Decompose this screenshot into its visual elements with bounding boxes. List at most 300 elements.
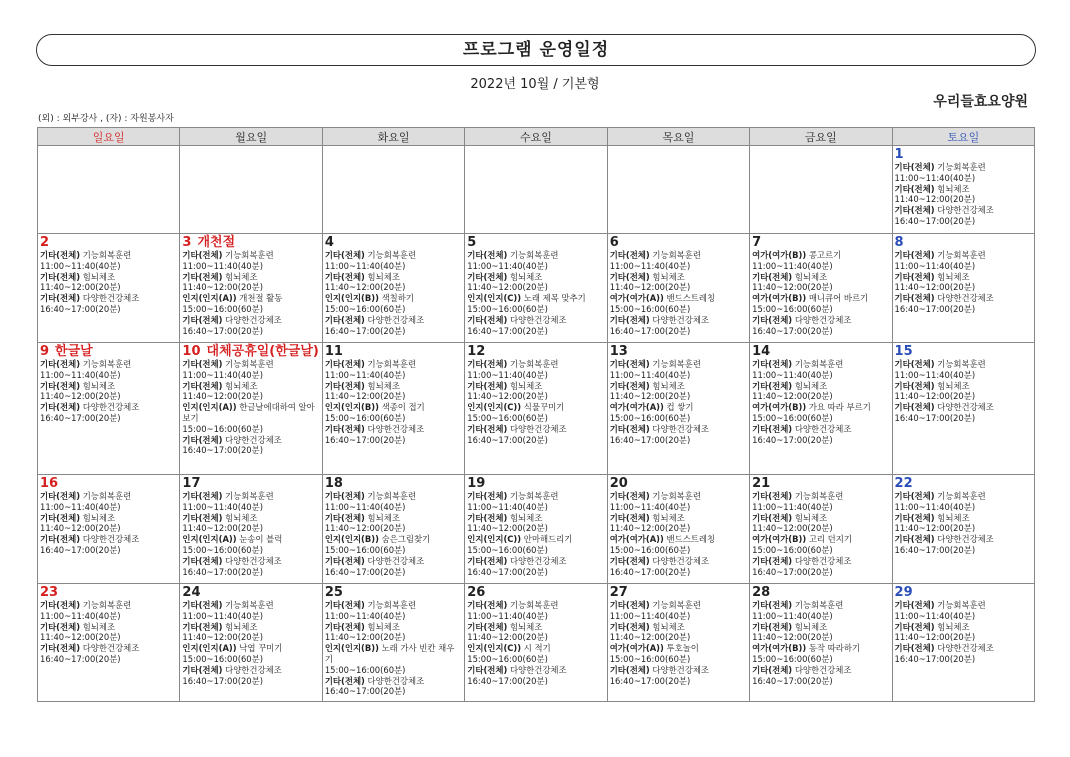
- program-time: 11:00~11:40(40분): [894, 172, 976, 183]
- day-number: [325, 476, 462, 491]
- program-category: 기타(전체): [609, 359, 650, 369]
- week-row: [38, 475, 1035, 584]
- program-name: 힘뇌체조: [794, 512, 828, 523]
- program-time: 11:00~11:40(40분): [182, 260, 263, 271]
- day-number: [895, 476, 1032, 491]
- day-number-text: 19: [467, 476, 486, 491]
- day-cell: [892, 584, 1034, 702]
- program-time: 11:00~11:40(40분): [752, 369, 833, 380]
- program-item: [182, 491, 319, 502]
- program-name: 힘뇌체조: [794, 271, 828, 282]
- program-name: 기능회복훈련: [367, 359, 417, 369]
- program-category: 기타(전체): [609, 555, 650, 566]
- program-item: [467, 556, 604, 567]
- program-category: 여가(여가(A)): [609, 402, 664, 413]
- program-item: [325, 513, 462, 524]
- day-number: [40, 344, 177, 359]
- program-item: [467, 665, 604, 676]
- program-name: 다양한건강체조: [794, 664, 852, 675]
- program-name: 다양한건강체조: [82, 534, 140, 545]
- program-category: 기타(전체): [894, 380, 935, 391]
- program-time: 11:40~12:00(20분): [40, 632, 121, 643]
- program-item: [610, 402, 747, 413]
- day-number-text: 20: [609, 476, 628, 491]
- day-number-text: 13: [609, 344, 628, 359]
- day-number: [895, 344, 1032, 359]
- program-item: [182, 402, 319, 424]
- program-item: [182, 665, 319, 676]
- program-item: [325, 600, 462, 611]
- program-category: 기타(전체): [182, 621, 223, 632]
- program-time: 11:40~12:00(20분): [324, 523, 406, 534]
- program-name: 기능회복훈련: [937, 359, 986, 369]
- weekday-wed: 수요일: [465, 128, 607, 146]
- program-time: 16:40~17:00(20분): [182, 325, 263, 336]
- day-cell: [465, 584, 607, 702]
- program-item: [610, 293, 747, 304]
- program-name: 시 적기: [523, 643, 551, 654]
- program-item: [325, 491, 462, 502]
- program-category: 기타(전체): [40, 600, 81, 610]
- day-number: [40, 585, 177, 600]
- program-name: 힘뇌체조: [937, 183, 970, 194]
- day-number: [40, 235, 177, 250]
- program-name: 고리 던지기: [808, 534, 852, 545]
- program-item: [752, 359, 889, 370]
- program-item: [40, 250, 177, 261]
- program-name: 힘뇌체조: [225, 512, 258, 523]
- program-time: 15:00~16:00(60분): [467, 653, 548, 664]
- program-name: 개천절 활동: [239, 293, 283, 304]
- program-category: 기타(전체): [894, 359, 935, 369]
- program-category: 기타(전체): [467, 664, 508, 675]
- program-item: [467, 534, 604, 545]
- program-category: 기타(전체): [467, 380, 508, 391]
- program-name: 눈송이 블럭: [239, 534, 283, 545]
- weekday-mon: 월요일: [180, 128, 322, 146]
- program-time: 16:40~17:00(20분): [324, 325, 406, 336]
- program-category: 기타(전체): [182, 434, 223, 445]
- program-time: 11:00~11:40(40분): [40, 260, 121, 271]
- week-row: [38, 234, 1035, 343]
- program-category: 여가(여가(B)): [752, 250, 807, 260]
- weekday-sat: 토요일: [892, 128, 1034, 146]
- program-item: [182, 315, 319, 326]
- program-category: 여가(여가(B)): [752, 402, 807, 413]
- program-category: 기타(전체): [894, 600, 935, 610]
- day-number-text: 4: [324, 235, 334, 250]
- program-time: 16:40~17:00(20분): [609, 566, 691, 577]
- program-item: [610, 600, 747, 611]
- program-name: 힘뇌체조: [794, 380, 828, 391]
- program-item: [40, 600, 177, 611]
- program-time: 11:00~11:40(40분): [609, 260, 691, 271]
- program-name: 힘뇌체조: [509, 271, 543, 282]
- program-time: 16:40~17:00(20분): [40, 412, 121, 423]
- program-item: [325, 250, 462, 261]
- program-time: 11:00~11:40(40분): [324, 260, 406, 271]
- program-name: 기능회복훈련: [82, 250, 132, 260]
- program-category: 기타(전체): [324, 675, 365, 686]
- day-cell: [750, 146, 892, 234]
- day-cell: [180, 475, 322, 584]
- program-category: 기타(전체): [324, 250, 365, 260]
- program-category: 기타(전체): [182, 664, 223, 675]
- program-time: 15:00~16:00(60분): [752, 412, 833, 423]
- program-category: 인지(인지(C)): [467, 534, 522, 545]
- program-name: 매니큐어 바르기: [808, 293, 869, 304]
- program-category: 인지(인지(A)): [182, 534, 237, 545]
- program-name: 다양한건강체조: [367, 555, 425, 566]
- program-category: 기타(전체): [40, 534, 81, 545]
- day-cell: [465, 475, 607, 584]
- program-category: 기타(전체): [752, 621, 793, 632]
- program-item: [325, 315, 462, 326]
- program-name: 힘뇌체조: [652, 621, 685, 632]
- program-time: 15:00~16:00(60분): [609, 544, 691, 555]
- program-name: 다양한건강체조: [509, 314, 567, 325]
- program-category: 기타(전체): [182, 314, 223, 325]
- program-item: [325, 534, 462, 545]
- program-category: 기타(전체): [894, 621, 935, 632]
- program-category: 인지(인지(B)): [324, 534, 379, 545]
- program-category: 기타(전체): [609, 491, 650, 501]
- program-item: [752, 424, 889, 435]
- day-number-text: 27: [609, 585, 628, 600]
- program-name: 힘뇌체조: [937, 271, 970, 282]
- program-time: 16:40~17:00(20분): [894, 544, 976, 555]
- program-time: 11:00~11:40(40분): [467, 610, 548, 621]
- day-number: [752, 476, 889, 491]
- program-item: [182, 293, 319, 304]
- program-category: 기타(전체): [609, 512, 650, 523]
- program-name: 다양한건강체조: [225, 555, 282, 566]
- program-category: 기타(전체): [609, 600, 650, 610]
- program-category: 기타(전체): [182, 271, 223, 282]
- program-category: 기타(전체): [752, 512, 793, 523]
- program-time: 11:00~11:40(40분): [894, 260, 976, 271]
- program-category: 기타(전체): [609, 621, 650, 632]
- day-cell: [38, 343, 180, 475]
- program-item: [467, 315, 604, 326]
- program-category: 기타(전체): [467, 250, 508, 260]
- program-item: [182, 600, 319, 611]
- program-time: 16:40~17:00(20분): [324, 686, 406, 697]
- day-cell: [750, 584, 892, 702]
- program-time: 16:40~17:00(20분): [752, 434, 833, 445]
- program-time: 11:40~12:00(20분): [894, 282, 976, 293]
- program-name: 기능회복훈련: [367, 491, 417, 501]
- program-time: 11:00~11:40(40분): [752, 260, 833, 271]
- program-item: [182, 643, 319, 654]
- program-name: 다양한건강체조: [367, 314, 425, 325]
- program-time: 16:40~17:00(20분): [752, 566, 833, 577]
- day-number: [182, 235, 319, 250]
- program-item: [610, 665, 747, 676]
- program-item: [610, 381, 747, 392]
- program-name: 다양한건강체조: [225, 664, 282, 675]
- day-number: [610, 344, 747, 359]
- program-name: 기능회복훈련: [82, 600, 132, 610]
- program-name: 힘뇌체조: [509, 512, 543, 523]
- program-name: 기능회복훈련: [509, 250, 559, 260]
- program-time: 15:00~16:00(60분): [182, 303, 263, 314]
- program-item: [895, 250, 1032, 261]
- day-number: [467, 235, 604, 250]
- program-name: 투호놀이: [666, 643, 699, 654]
- program-category: 기타(전체): [40, 359, 81, 369]
- program-category: 기타(전체): [894, 491, 935, 501]
- program-item: [325, 622, 462, 633]
- program-item: [752, 293, 889, 304]
- program-category: 기타(전체): [752, 423, 793, 434]
- program-item: [895, 600, 1032, 611]
- program-time: 16:40~17:00(20분): [752, 325, 833, 336]
- program-name: 식물꾸미기: [523, 402, 565, 413]
- program-item: [610, 424, 747, 435]
- program-category: 기타(전체): [182, 555, 223, 566]
- day-number-text: 28: [752, 585, 771, 600]
- program-time: 11:40~12:00(20분): [894, 523, 976, 534]
- program-time: 16:40~17:00(20분): [467, 566, 548, 577]
- program-category: 기타(전체): [894, 512, 935, 523]
- program-item: [610, 315, 747, 326]
- program-category: 기타(전체): [894, 643, 935, 654]
- day-number-text: 22: [894, 476, 913, 491]
- program-category: 기타(전체): [182, 600, 223, 610]
- program-item: [467, 359, 604, 370]
- program-time: 11:40~12:00(20분): [467, 523, 548, 534]
- program-name: 다양한건강체조: [937, 643, 994, 654]
- program-time: 11:40~12:00(20분): [894, 391, 976, 402]
- program-time: 11:40~12:00(20분): [609, 391, 691, 402]
- program-time: 11:00~11:40(40분): [467, 260, 548, 271]
- program-category: 기타(전체): [609, 314, 650, 325]
- program-time: 16:40~17:00(20분): [894, 215, 976, 226]
- program-category: 여가(여가(A)): [609, 293, 664, 304]
- program-time: 11:00~11:40(40분): [467, 369, 548, 380]
- weekday-fri: 금요일: [750, 128, 892, 146]
- program-category: 기타(전체): [40, 621, 81, 632]
- program-item: [752, 513, 889, 524]
- program-name: 힘뇌체조: [225, 621, 258, 632]
- program-category: 기타(전체): [467, 314, 508, 325]
- day-cell: [38, 475, 180, 584]
- program-category: 기타(전체): [324, 555, 365, 566]
- day-cell: [607, 343, 749, 475]
- day-cell: [180, 343, 322, 475]
- program-time: 11:40~12:00(20분): [182, 391, 263, 402]
- day-number-text: 8: [894, 235, 904, 250]
- program-time: 16:40~17:00(20분): [467, 434, 548, 445]
- program-category: 여가(여가(B)): [752, 643, 807, 654]
- program-time: 11:40~12:00(20분): [324, 282, 406, 293]
- program-item: [895, 513, 1032, 524]
- program-time: 11:40~12:00(20분): [324, 391, 406, 402]
- weekday-header-row: [38, 128, 1035, 146]
- program-time: 11:00~11:40(40분): [182, 369, 263, 380]
- program-item: [467, 491, 604, 502]
- program-item: [752, 402, 889, 413]
- day-number-text: 29: [894, 585, 913, 600]
- facility-name: 우리들효요양원: [933, 94, 1028, 110]
- program-item: [610, 534, 747, 545]
- program-name: 가요 따라 부르기: [808, 402, 871, 413]
- program-item: [325, 676, 462, 687]
- day-number-text: 9: [40, 344, 50, 359]
- day-number: [895, 147, 1032, 162]
- day-number-text: 16: [40, 476, 59, 491]
- day-number: [467, 344, 604, 359]
- day-number: [752, 235, 889, 250]
- program-name: 기능회복훈련: [225, 491, 274, 501]
- program-category: 여가(여가(A)): [609, 643, 664, 654]
- day-number-text: 21: [752, 476, 771, 491]
- program-category: 인지(인지(A)): [182, 293, 237, 304]
- program-name: 기능회복훈련: [82, 491, 132, 501]
- day-number-text: 10: [182, 344, 201, 359]
- program-item: [610, 250, 747, 261]
- program-name: 기능회복훈련: [794, 359, 844, 369]
- program-category: 인지(인지(A)): [182, 643, 237, 654]
- program-name: 다양한건강체조: [652, 664, 710, 675]
- program-category: 기타(전체): [182, 512, 223, 523]
- program-time: 15:00~16:00(60분): [324, 303, 406, 314]
- program-item: [895, 205, 1032, 216]
- program-name: 힘뇌체조: [652, 380, 685, 391]
- program-item: [467, 600, 604, 611]
- program-item: [610, 491, 747, 502]
- day-cell: [465, 146, 607, 234]
- program-category: 기타(전체): [894, 402, 935, 413]
- program-item: [752, 491, 889, 502]
- program-name: 다양한건강체조: [225, 434, 282, 445]
- day-cell: [322, 234, 464, 343]
- program-name: 동작 따라하기: [808, 643, 861, 654]
- program-name: 다양한건강체조: [652, 314, 710, 325]
- program-item: [467, 381, 604, 392]
- program-time: 11:00~11:40(40분): [467, 501, 548, 512]
- program-time: 11:40~12:00(20분): [40, 282, 121, 293]
- day-number-text: 2: [40, 235, 50, 250]
- day-cell: [180, 234, 322, 343]
- program-time: 11:40~12:00(20분): [894, 194, 976, 205]
- program-time: 11:00~11:40(40분): [752, 501, 833, 512]
- program-item: [325, 556, 462, 567]
- day-cell: [607, 584, 749, 702]
- program-name: 노래 제목 맞추기: [523, 293, 586, 304]
- program-item: [752, 272, 889, 283]
- program-item: [467, 402, 604, 413]
- program-time: 11:40~12:00(20분): [467, 282, 548, 293]
- program-name: 다양한건강체조: [937, 205, 994, 216]
- program-time: 15:00~16:00(60분): [752, 303, 833, 314]
- day-cell: [322, 146, 464, 234]
- program-time: 15:00~16:00(60분): [467, 544, 548, 555]
- program-time: 16:40~17:00(20분): [894, 303, 976, 314]
- program-time: 11:40~12:00(20분): [467, 391, 548, 402]
- program-category: 기타(전체): [609, 423, 650, 434]
- program-name: 안마해드리기: [523, 534, 573, 545]
- day-number: [40, 476, 177, 491]
- program-category: 인지(인지(C)): [467, 293, 522, 304]
- program-time: 11:00~11:40(40분): [894, 610, 976, 621]
- program-time: 11:00~11:40(40분): [324, 610, 406, 621]
- program-category: 기타(전체): [752, 314, 793, 325]
- program-item: [182, 359, 319, 370]
- program-time: 11:40~12:00(20분): [752, 391, 833, 402]
- program-time: 11:00~11:40(40분): [609, 610, 691, 621]
- day-cell: [607, 234, 749, 343]
- program-name: 다양한건강체조: [794, 423, 852, 434]
- program-item: [40, 491, 177, 502]
- calendar-table: [37, 127, 1035, 702]
- program-item: [467, 250, 604, 261]
- program-time: 16:40~17:00(20분): [609, 325, 691, 336]
- program-time: 11:00~11:40(40분): [609, 369, 691, 380]
- program-time: 15:00~16:00(60분): [752, 653, 833, 664]
- day-cell: [892, 475, 1034, 584]
- program-name: 콩고르기: [808, 250, 842, 260]
- day-cell: [322, 475, 464, 584]
- program-item: [752, 622, 889, 633]
- program-category: 기타(전체): [752, 359, 793, 369]
- program-name: 다양한건강체조: [652, 423, 710, 434]
- day-number-text: 18: [324, 476, 343, 491]
- day-cell: [38, 234, 180, 343]
- program-name: 밴드스트레칭: [666, 534, 716, 545]
- program-time: 11:00~11:40(40분): [894, 501, 976, 512]
- program-category: 기타(전체): [324, 271, 365, 282]
- day-number: [610, 585, 747, 600]
- program-item: [895, 272, 1032, 283]
- program-category: 기타(전체): [324, 359, 365, 369]
- program-name: 힘뇌체조: [367, 271, 400, 282]
- program-name: 다양한건강체조: [367, 675, 425, 686]
- legend-note: (외) : 외부강사 , (자) : 자원봉사자: [38, 114, 174, 124]
- day-number: [467, 476, 604, 491]
- program-name: 힘뇌체조: [652, 512, 685, 523]
- program-category: 기타(전체): [894, 534, 935, 545]
- program-category: 여가(여가(B)): [752, 534, 807, 545]
- weekday-sun: 일요일: [38, 128, 180, 146]
- program-category: 기타(전체): [752, 491, 793, 501]
- day-number-text: 17: [182, 476, 201, 491]
- program-item: [895, 622, 1032, 633]
- program-name: 다양한건강체조: [937, 402, 994, 413]
- program-time: 11:00~11:40(40분): [894, 369, 976, 380]
- program-name: 낙엽 꾸미기: [239, 643, 283, 654]
- program-item: [895, 402, 1032, 413]
- program-name: 다양한건강체조: [225, 314, 282, 325]
- program-time: 15:00~16:00(60분): [182, 653, 263, 664]
- day-number-text: 1: [894, 147, 904, 162]
- program-time: 15:00~16:00(60분): [609, 653, 691, 664]
- program-category: 기타(전체): [324, 314, 365, 325]
- program-item: [40, 643, 177, 654]
- program-category: 기타(전체): [467, 423, 508, 434]
- day-number-text: 11: [324, 344, 343, 359]
- program-category: 기타(전체): [467, 600, 508, 610]
- program-name: 다양한건강체조: [794, 555, 852, 566]
- holiday-label: 개천절: [197, 235, 236, 250]
- program-time: 11:00~11:40(40분): [40, 501, 121, 512]
- day-number: [895, 235, 1032, 250]
- program-category: 기타(전체): [182, 359, 223, 369]
- program-category: 기타(전체): [894, 162, 935, 172]
- program-category: 인지(인지(A)): [182, 402, 237, 413]
- program-item: [752, 556, 889, 567]
